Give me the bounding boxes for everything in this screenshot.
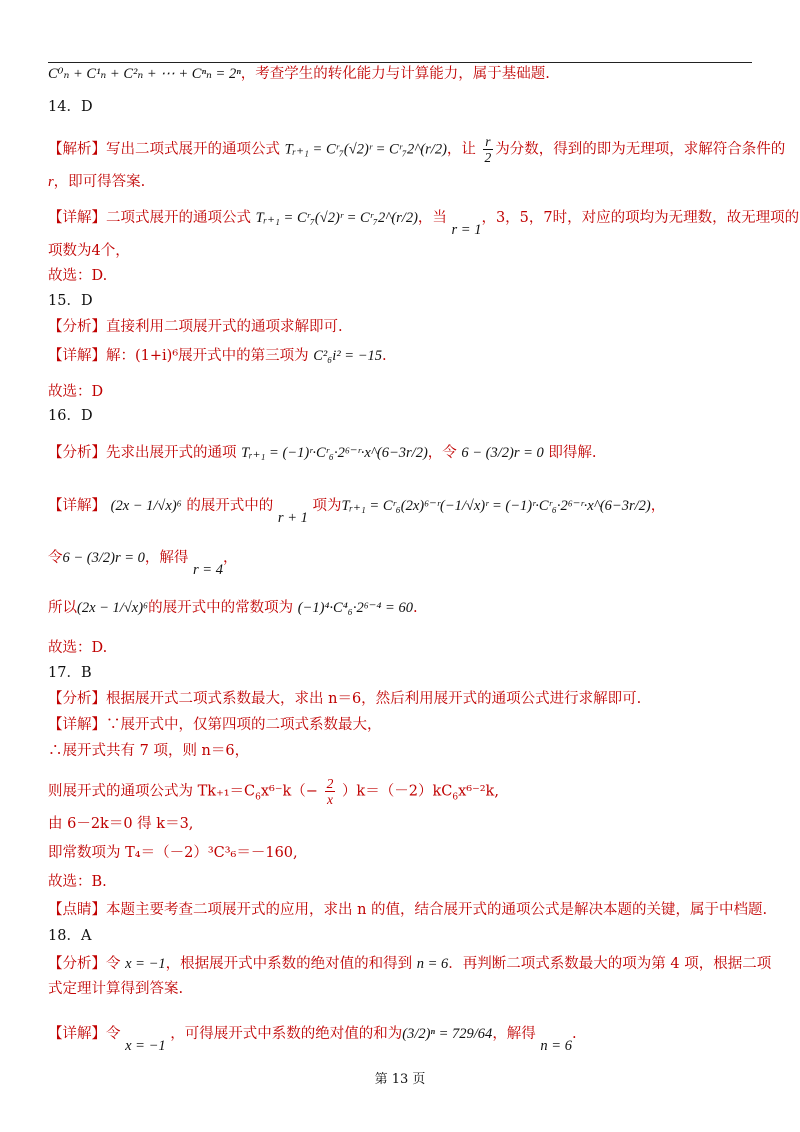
q14-choice: 故选：D. [48,268,108,284]
q17-detail: 【详解】∵展开式中，仅第四项的二项式系数最大， [48,717,382,733]
q18-detail: 【详解】令 x = −1 ，可得展开式中系数的绝对值的和为(3/2)ⁿ = 729/64，解得 n = 6. [48,1026,577,1054]
q16-choice: 故选：D. [48,640,108,656]
q18-analysis: 【分析】令 x = −1，根据展开式中系数的绝对值的和得到 n = 6．再判断二项式系数最大的项为第 4 项，根据二项 [48,956,772,972]
q17-detail-b: ∴展开式共有 7 项，则 n＝6， [48,743,250,759]
q16-constant-term: 所以(2x − 1/√x)⁶的展开式中的常数项为 (−1)⁴·C⁴₆·2⁶⁻⁴ = 60. [48,600,418,616]
q17-detail-e: 即常数项为 T₄＝（－2）³C³₆＝－160, [48,845,298,861]
header-rule [48,62,752,63]
q16-solve: 令6 − (3/2)r = 0，解得 r = 4， [48,550,238,578]
q14-detail-cont: 项数为4个， [48,243,130,259]
q15-analysis: 【分析】直接利用二项展开式的通项求解即可. [48,319,343,335]
q17-number: 17．B [48,665,92,681]
r-over-2-fraction: $\frac{r}{2}$ [484,134,492,165]
q16-analysis: 【分析】先求出展开式的通项 Tᵣ₊₁ = (−1)ʳ·Cʳ₆·2⁶⁻ʳ·x^(6−3r/2)，令 6 − (3/2)r = 0 即得解. [48,445,597,461]
q17-choice: 故选：B. [48,874,107,890]
q16-detail: 【详解】 (2x − 1/√x)⁶ 的展开式中的 r + 1 项为Tᵣ₊₁ = Cʳ₆(2x)⁶⁻ʳ(−1/√x)ʳ = (−1)ʳ·Cʳ₆·2⁶⁻ʳ·x^(6−3r/2)， [48,498,666,526]
q15-detail: 【详解】解：(1+i)⁶展开式中的第三项为 C²₆i² = −15. [48,348,387,364]
q14-detail: 【详解】二项式展开的通项公式 Tᵣ₊₁ = Cʳ₇(√2)ʳ = Cʳ₇2^(r/2)，当 r = 1，3，5，7时，对应的项均为无理数，故无理项的 [48,210,800,238]
two-over-x-fraction: $\frac{2}{x}$ [326,776,334,807]
q14-analysis: 【解析】写出二项式展开的通项公式 Tᵣ₊₁ = Cʳ₇(√2)ʳ = Cʳ₇2^(r/2)，让 $\frac{r}{2}$ 为分数，得到的即为无理项，求解符合条件的 [48,134,786,165]
q17-comment: 【点睛】本题主要考查二项展开式的应用，求出 n 的值，结合展开式的通项公式是解决本题的关键，属于中档题. [48,902,768,918]
q18-analysis-cont: 式定理计算得到答案. [48,981,184,997]
q17-analysis: 【分析】根据展开式二项式系数最大，求出 n＝6，然后利用展开式的通项公式进行求解即可. [48,691,642,707]
q17-detail-d: 由 6－2k＝0 得 k＝3, [48,816,194,832]
q18-number: 18．A [48,928,92,944]
q14-number: 14．D [48,99,93,115]
binomial-expression: (2x − 1/√x)⁶ [110,498,182,514]
binomial-sum-formula: C⁰ₙ + C¹ₙ + C²ₙ + ⋯ + Cⁿₙ = 2ⁿ [48,66,241,82]
q15-choice: 故选：D [48,384,104,400]
page-number: 第 13 页 [374,1072,426,1087]
q16-number: 16．D [48,408,93,424]
q14-analysis-cont: r，即可得答案. [48,174,146,190]
q15-number: 15．D [48,293,93,309]
header-line: C⁰ₙ + C¹ₙ + C²ₙ + ⋯ + Cⁿₙ = 2ⁿ，考查学生的转化能力与计算能力，属于基础题. [48,66,550,82]
q17-general-term: 则展开式的通项公式为 $Tk_{+1}=C_6x^{6-}k(-$ $\frac{2}{x}$ ）$k=(-2)kC_6x^{6-2}k$, [48,776,499,807]
